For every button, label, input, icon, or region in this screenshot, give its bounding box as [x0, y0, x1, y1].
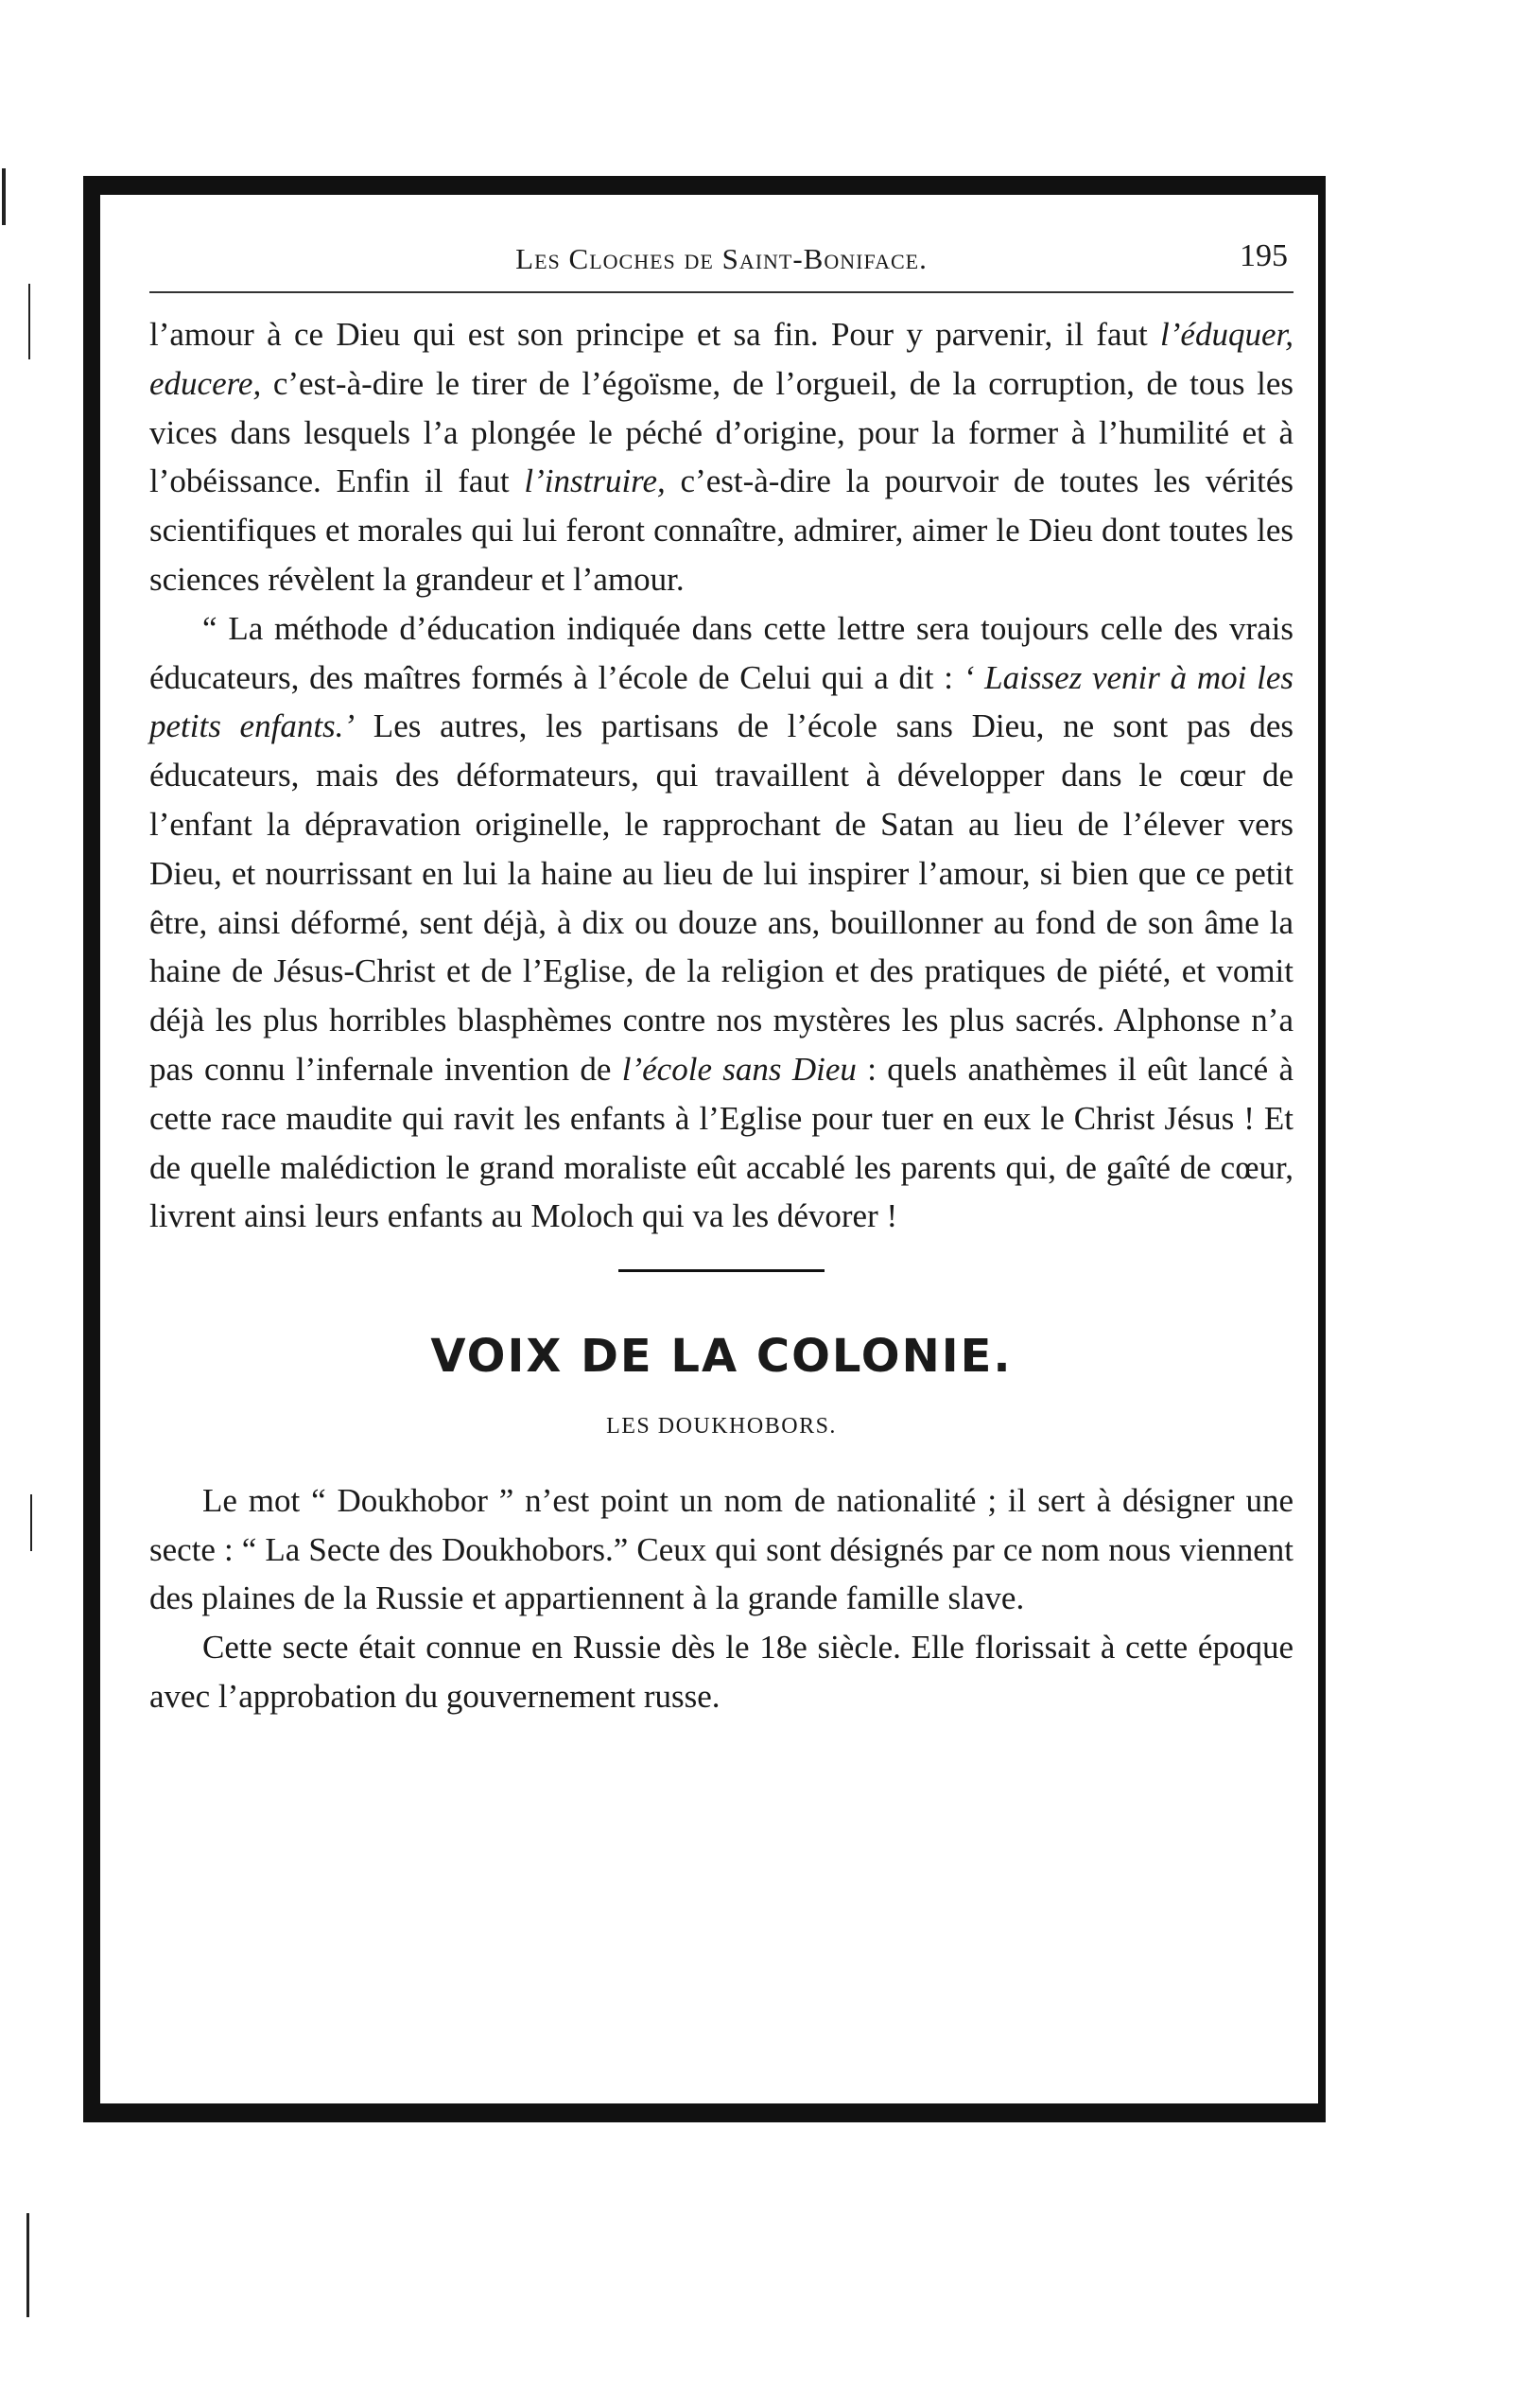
italic-text: l’instruire, — [524, 462, 666, 500]
text-segment: l’amour à ce Dieu qui est son principe et sa fin. Pour y parvenir, il faut — [149, 316, 1161, 353]
section-subheading: LES DOUKHOBORS. — [606, 1413, 837, 1439]
running-header — [149, 233, 1294, 293]
section-heading: VOIX DE LA COLONIE. — [430, 1330, 1013, 1384]
italic-text: l’école sans Dieu — [621, 1050, 857, 1088]
paragraph — [149, 604, 1294, 1241]
article-paragraphs — [149, 310, 1294, 1241]
page-number: 195 — [1240, 238, 1288, 273]
section-divider — [618, 1269, 825, 1272]
running-title: Les Cloches de Saint-Boniface. — [515, 242, 928, 275]
scan-edge-mark — [28, 284, 30, 359]
paragraph — [149, 1476, 1294, 1623]
scan-edge-mark — [26, 2213, 29, 2317]
scan-edge-mark — [2, 168, 6, 225]
text-segment: c’est-à-dire le tirer de l’égoïsme, de l’orgueil, de la corruption, de tous les vices dans lesquels l’a plongée le péché d’origine, pour la former à l’humilité et à l’obéissance. Enfin il faut — [149, 364, 1294, 500]
text-segment: Les autres, les partisans de l’école sans Dieu, ne sont pas des éducateurs, mais des déformateurs, qui travaillent à développer dans le cœur de l’enfant la dépravation originelle, le rapprochant de Satan au lieu de l’élever vers Dieu, et nourrissant en lui la haine au lieu de lui inspirer l’amour, si bien que ce petit être, ainsi déformé, sent déjà, à dix ou douze ans, bouillonner au fond de son âme la haine de Jésus-Christ et de l’Eglise, de la religion et des pratiques de piété, et vomit déjà les plus horribles blasphèmes contre nos mystères les plus sacrés. Alphonse n’a pas connu l’infernale invention de — [149, 707, 1294, 1088]
paragraph — [149, 310, 1294, 604]
article-text — [149, 310, 1294, 1721]
page-content — [149, 233, 1294, 1721]
italic-text: ‘ Laissez venir à moi les petits enfants.’ — [149, 658, 1294, 745]
scan-edge-mark — [30, 1494, 32, 1551]
section-paragraphs — [149, 1476, 1294, 1721]
text-segment: : quels anathèmes il eût lancé à cette race maudite qui ravit les enfants à l’Eglise pour tuer en eux le Christ Jésus ! Et de quelle malédiction le grand moraliste eût accablé les parents qui, de gaîté de cœur, livrent ainsi leurs enfants au Moloch qui va les dévorer ! — [149, 1050, 1294, 1235]
text-segment: Cette secte était connue en Russie dès le 18e siècle. Elle florissait à cette époque avec l’approbation du gouvernement russe. — [149, 1629, 1294, 1715]
italic-text: l’éduquer, educere, — [149, 316, 1294, 402]
text-segment: c’est-à-dire la pourvoir de toutes les vérités scientifiques et morales qui lui feront connaître, admirer, aimer le Dieu dont toutes les sciences révèlent la grandeur et l’amour. — [149, 462, 1294, 598]
paragraph — [149, 1623, 1294, 1721]
text-segment: Le mot “ Doukhobor ” n’est point un nom de nationalité ; il sert à désigner une secte : “ La Secte des Doukhobors.” Ceux qui sont désignés par ce nom nous viennent des plaines de la Russie et appartiennent à la grande famille slave. — [149, 1481, 1294, 1617]
page-frame — [83, 176, 1326, 2122]
text-segment: “ La méthode d’éducation indiquée dans cette lettre sera toujours celle des vrais éducateurs, des maîtres formés à l’école de Celui qui a dit : — [149, 609, 1294, 696]
